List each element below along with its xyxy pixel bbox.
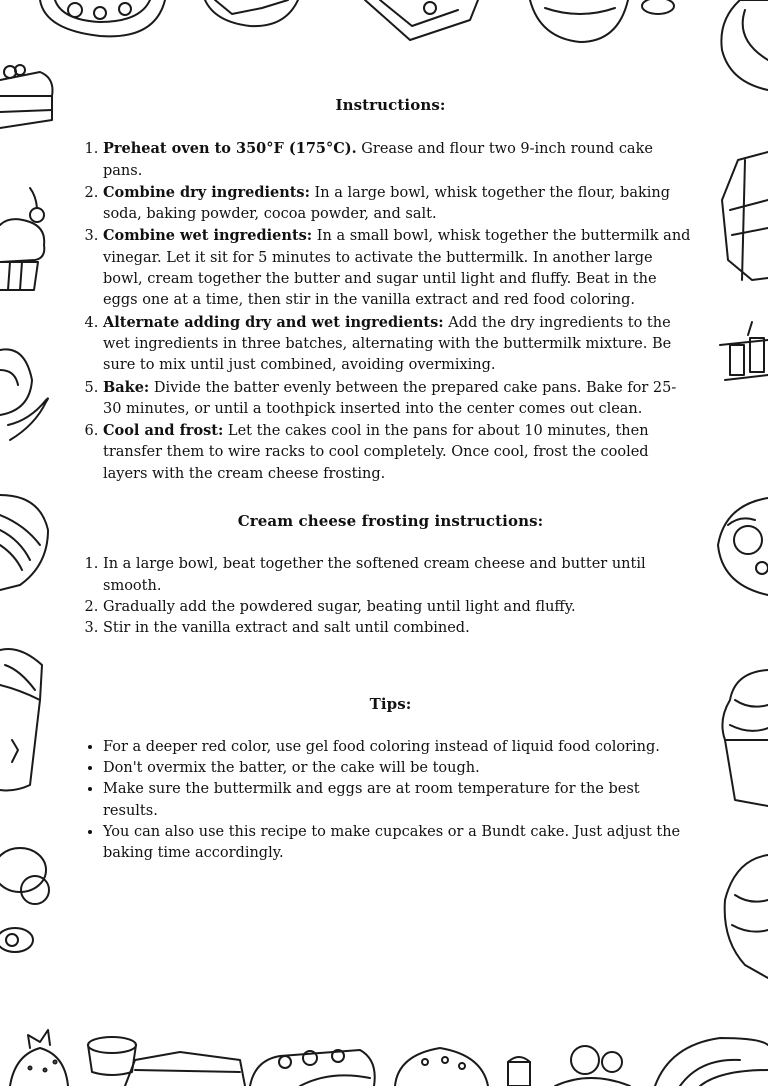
list-item: 2. Gradually add the powdered sugar, beating until light and fluffy. bbox=[103, 597, 693, 618]
instructions-section bbox=[88, 95, 693, 485]
ice-cream-icon bbox=[722, 670, 768, 806]
step-lead: Alternate adding dry and wet ingredients: bbox=[103, 313, 444, 331]
creme-brulee-icon bbox=[88, 1037, 136, 1075]
strawberry-icon bbox=[10, 1030, 68, 1086]
cake-slice-icon bbox=[125, 1052, 245, 1086]
frosting-list bbox=[88, 554, 693, 639]
step-lead: Combine wet ingredients: bbox=[103, 227, 313, 245]
step-text: Divide the batter evenly between the prepared cake pans. Bake for 25-30 minutes, or until a toothpick inserted into the center comes out clean. bbox=[103, 379, 677, 417]
tips-section bbox=[88, 694, 693, 865]
pastry-basket-icon bbox=[250, 1050, 375, 1086]
cheesecake-icon bbox=[0, 65, 53, 128]
sandwich-icon bbox=[365, 0, 478, 40]
list-item: • Make sure the buttermilk and eggs are at room temperature for the best results. bbox=[103, 779, 693, 822]
list-item bbox=[103, 225, 693, 311]
list-item bbox=[103, 377, 693, 421]
tips-list bbox=[88, 737, 693, 865]
noodle-bowl-icon bbox=[0, 495, 48, 590]
list-item: • You can also use this recipe to make cupcakes or a Bundt cake. Just adjust the baking time accordingly. bbox=[103, 822, 693, 865]
burrito-icon bbox=[0, 649, 42, 790]
list-item bbox=[103, 182, 693, 226]
sushi-rolls-icon bbox=[0, 848, 49, 952]
list-item bbox=[103, 138, 693, 182]
rice-bowl-icon bbox=[718, 498, 768, 595]
step-lead: Combine dry ingredients: bbox=[103, 183, 310, 201]
food-plate-icon bbox=[40, 0, 165, 36]
frosting-section bbox=[88, 511, 693, 639]
frosting-heading: Cream cheese frosting instructions: bbox=[237, 512, 544, 531]
dessert-jars-icon bbox=[508, 1046, 630, 1086]
instructions-list bbox=[88, 138, 693, 485]
pie-icon bbox=[205, 0, 298, 26]
bread-icon bbox=[725, 855, 768, 978]
step-text: Add the dry ingredients to the wet ingredients in three batches, alternating with the buttermilk mixture. Be sure to mix until just combined, avoiding overmixing. bbox=[103, 314, 672, 374]
salad-bowl-icon bbox=[395, 1048, 488, 1086]
recipe-content bbox=[88, 95, 693, 865]
step-text: Grease and flour two 9-inch round cake pans. bbox=[103, 141, 653, 179]
step-text: In a large bowl, whisk together the flour, baking soda, baking powder, cocoa powder, and salt. bbox=[103, 184, 671, 223]
cupcake-icon bbox=[0, 188, 44, 290]
dumpling-icon bbox=[721, 0, 768, 90]
list-item: 3. Stir in the vanilla extract and salt until combined. bbox=[103, 618, 693, 639]
list-item bbox=[103, 312, 693, 377]
step-text: In a small bowl, whisk together the buttermilk and vinegar. Let it sit for 5 minutes to activate the buttermilk. In another large bowl, cream together the butter and sugar until light and fluffy. Beat in the eggs one at a time, then stir in the vanilla extract and red food coloring. bbox=[103, 228, 691, 309]
instructions-heading: Instructions: bbox=[335, 96, 446, 114]
tips-heading: Tips: bbox=[369, 694, 412, 713]
list-item: • For a deeper red color, use gel food coloring instead of liquid food coloring. bbox=[103, 737, 693, 758]
step-lead: Cool and frost: bbox=[103, 422, 224, 440]
list-item bbox=[103, 420, 693, 485]
step-text: Let the cakes cool in the pans for about 10 minutes, then transfer them to wire racks to cool completely. Once cool, frost the cooled layers with the cream cheese frosting. bbox=[103, 423, 649, 482]
chocolate-bar-icon bbox=[722, 152, 768, 280]
list-item: • Don't overmix the batter, or the cake will be tough. bbox=[103, 758, 693, 779]
list-item: 1. In a large bowl, beat together the softened cream cheese and butter until smooth. bbox=[103, 554, 693, 597]
wrap-plate-icon bbox=[655, 1038, 768, 1086]
coffee-cup-icon bbox=[0, 349, 48, 440]
step-lead: Preheat oven to 350°F (175°C). bbox=[103, 140, 357, 158]
noodle-bowl-icon bbox=[530, 0, 674, 42]
skewer-icon bbox=[720, 322, 768, 380]
step-lead: Bake: bbox=[103, 378, 150, 396]
